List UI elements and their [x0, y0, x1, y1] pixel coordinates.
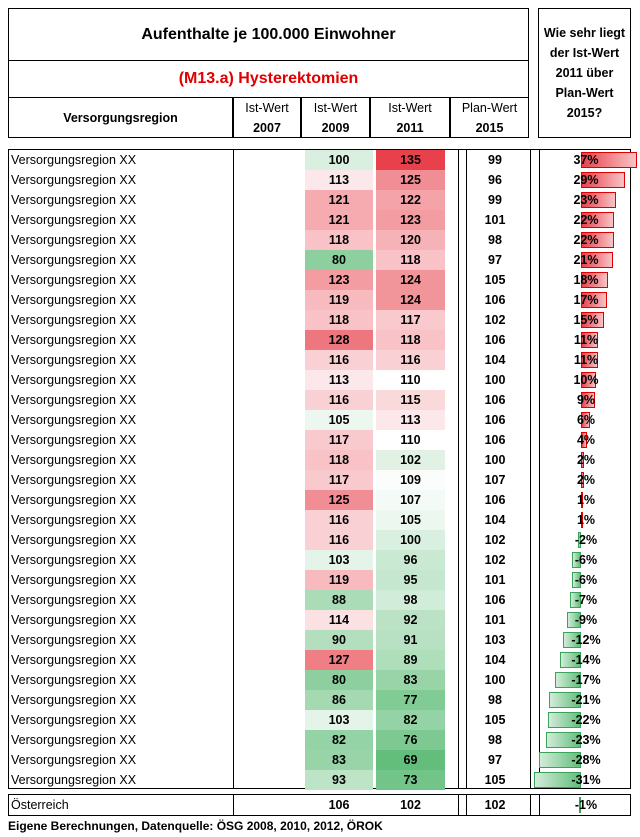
ist-2011-value: 118 [376, 330, 445, 350]
ist-2009-value: 90 [305, 630, 373, 650]
table-row [9, 430, 630, 450]
deviation-label: 22% [573, 213, 599, 227]
plan-2015-value: 97 [488, 253, 502, 267]
region-name: Österreich [11, 798, 69, 812]
plan-2015-value: 106 [484, 433, 506, 447]
region-name: Versorgungsregion XX [11, 553, 137, 567]
deviation-cell [541, 530, 631, 550]
region-name: Versorgungsregion XX [11, 593, 137, 607]
deviation-label: -6% [574, 553, 598, 567]
deviation-cell [541, 390, 631, 410]
deviation-label: 22% [573, 233, 599, 247]
table-row [9, 290, 630, 310]
plan-2015-value: 96 [488, 173, 502, 187]
deviation-label: 1% [576, 513, 596, 527]
deviation-label: 21% [573, 253, 599, 267]
ist-2011-value: 96 [376, 550, 445, 570]
plan-2015-value: 105 [484, 713, 506, 727]
plan-2015-value: 99 [488, 193, 502, 207]
ist-2009-value: 83 [305, 750, 373, 770]
plan-2015-value: 104 [484, 353, 506, 367]
deviation-label: -23% [571, 733, 601, 747]
region-name: Versorgungsregion XX [11, 673, 137, 687]
ist-2009-value: 80 [305, 250, 373, 270]
ist-2011-value: 77 [376, 690, 445, 710]
region-name: Versorgungsregion XX [11, 633, 137, 647]
ist-2009-value: 125 [305, 490, 373, 510]
table-row [9, 390, 630, 410]
column-header-ist-2007-year: 2007 [253, 120, 281, 135]
deviation-cell [541, 210, 631, 230]
table-row [9, 510, 630, 530]
deviation-cell [541, 150, 631, 170]
ist-2009-value: 82 [305, 730, 373, 750]
plan-2015-value: 102 [484, 313, 506, 327]
ist-2009-value: 116 [305, 530, 373, 550]
plan-2015-value: 106 [484, 333, 506, 347]
deviation-cell [541, 290, 631, 310]
ist-2011-value: 76 [376, 730, 445, 750]
plan-2015-value: 104 [484, 513, 506, 527]
deviation-cell [541, 230, 631, 250]
plan-2015-value: 106 [484, 393, 506, 407]
deviation-label: 15% [573, 313, 599, 327]
deviation-label: 37% [573, 153, 599, 167]
region-name: Versorgungsregion XX [11, 513, 137, 527]
plan-2015-value: 102 [484, 798, 506, 812]
plan-2015-value: 98 [488, 233, 502, 247]
deviation-cell [541, 490, 631, 510]
plan-2015-value: 105 [484, 773, 506, 787]
table-row [9, 190, 630, 210]
plan-2015-value: 105 [484, 273, 506, 287]
deviation-label: -28% [571, 753, 601, 767]
ist-2011-value: 100 [376, 530, 445, 550]
region-name: Versorgungsregion XX [11, 233, 137, 247]
column-header-ist-2011-year: 2011 [396, 120, 424, 135]
table-row [9, 630, 630, 650]
deviation-label: -9% [574, 613, 598, 627]
table-row [9, 750, 630, 770]
column-header-ist-2009-label: Ist-Wert [313, 100, 358, 115]
plan-2015-value: 101 [484, 573, 506, 587]
deviation-cell [541, 330, 631, 350]
ist-2011-value: 105 [376, 510, 445, 530]
deviation-cell [541, 650, 631, 670]
ist-2009-value: 105 [305, 410, 373, 430]
deviation-cell [541, 350, 631, 370]
deviation-label: -17% [571, 673, 601, 687]
column-header-ist-2007-label: Ist-Wert [245, 100, 289, 115]
ist-2009-value: 113 [305, 370, 373, 390]
deviation-cell [541, 550, 631, 570]
ist-2011-value: 91 [376, 630, 445, 650]
ist-2011-value: 102 [400, 798, 421, 812]
plan-2015-value: 98 [488, 733, 502, 747]
table-row [9, 610, 630, 630]
region-name: Versorgungsregion XX [11, 393, 137, 407]
table-row [9, 350, 630, 370]
table-row [9, 690, 630, 710]
region-name: Versorgungsregion XX [11, 473, 137, 487]
table-row [9, 150, 630, 170]
report-subtitle: (M13.a) Hysterektomien [8, 61, 529, 98]
deviation-cell [541, 570, 631, 590]
ist-2011-value: 109 [376, 470, 445, 490]
ist-2009-value: 93 [305, 770, 373, 790]
table-row [9, 550, 630, 570]
table-row [9, 650, 630, 670]
table-row [9, 450, 630, 470]
deviation-cell [541, 170, 631, 190]
ist-2009-value: 119 [305, 570, 373, 590]
plan-2015-value: 106 [484, 493, 506, 507]
deviation-cell [541, 430, 631, 450]
plan-2015-value: 104 [484, 653, 506, 667]
ist-2009-value: 117 [305, 430, 373, 450]
column-header-region: Versorgungsregion [8, 98, 233, 138]
ist-2009-value: 88 [305, 590, 373, 610]
deviation-cell [541, 450, 631, 470]
column-header-plan-2015-year: 2015 [475, 120, 504, 135]
deviation-label: 1% [576, 493, 596, 507]
deviation-label: -21% [571, 693, 601, 707]
table-row [9, 670, 630, 690]
region-name: Versorgungsregion XX [11, 733, 137, 747]
deviation-label: -6% [574, 573, 598, 587]
ist-2009-value: 103 [305, 550, 373, 570]
column-header-comparison: Wie sehr liegt der Ist-Wert 2011 über Plan-Wert 2015? [538, 8, 631, 138]
ist-2009-value: 119 [305, 290, 373, 310]
region-name: Versorgungsregion XX [11, 373, 137, 387]
ist-2011-value: 135 [376, 150, 445, 170]
plan-2015-value: 107 [484, 473, 506, 487]
ist-2011-value: 124 [376, 270, 445, 290]
table-row [9, 270, 630, 290]
plan-2015-value: 102 [484, 533, 506, 547]
ist-2009-value: 80 [305, 670, 373, 690]
total-row-content [9, 795, 630, 815]
ist-2009-value: 118 [305, 310, 373, 330]
table-row [9, 170, 630, 190]
ist-2011-value: 117 [376, 310, 445, 330]
ist-2011-value: 92 [376, 610, 445, 630]
plan-2015-value: 101 [484, 213, 506, 227]
deviation-cell [541, 610, 631, 630]
table-row [9, 490, 630, 510]
deviation-label: -12% [571, 633, 601, 647]
region-name: Versorgungsregion XX [11, 333, 137, 347]
ist-2011-value: 82 [376, 710, 445, 730]
deviation-label: 17% [573, 293, 599, 307]
plan-2015-value: 103 [484, 633, 506, 647]
plan-2015-value: 99 [488, 153, 502, 167]
report-title: Aufenthalte je 100.000 Einwohner [8, 8, 529, 61]
ist-2011-value: 73 [376, 770, 445, 790]
total-row [8, 794, 631, 816]
plan-2015-value: 101 [484, 613, 506, 627]
deviation-label: -31% [571, 773, 601, 787]
ist-2011-value: 83 [376, 670, 445, 690]
region-name: Versorgungsregion XX [11, 153, 137, 167]
region-name: Versorgungsregion XX [11, 273, 137, 287]
table-row [9, 330, 630, 350]
region-name: Versorgungsregion XX [11, 533, 137, 547]
column-header-ist-2009-year: 2009 [321, 120, 350, 135]
deviation-label: 4% [576, 433, 596, 447]
ist-2009-value: 100 [305, 150, 373, 170]
table-row [9, 210, 630, 230]
region-name: Versorgungsregion XX [11, 253, 137, 267]
ist-2009-value: 116 [305, 510, 373, 530]
plan-2015-value: 100 [484, 373, 506, 387]
plan-2015-value: 97 [488, 753, 502, 767]
ist-2009-value: 86 [305, 690, 373, 710]
column-header-plan-2015-label: Plan-Wert [461, 100, 518, 115]
table-row [9, 530, 630, 550]
ist-2009-value: 127 [305, 650, 373, 670]
data-table [8, 149, 631, 789]
deviation-cell [541, 370, 631, 390]
deviation-label: 29% [573, 173, 599, 187]
ist-2009-value: 121 [305, 190, 373, 210]
deviation-cell [541, 630, 631, 650]
ist-2009-value: 103 [305, 710, 373, 730]
ist-2009-value: 116 [305, 350, 373, 370]
region-name: Versorgungsregion XX [11, 453, 137, 467]
deviation-label: -2% [574, 533, 598, 547]
table-row [9, 370, 630, 390]
deviation-cell [541, 710, 631, 730]
region-name: Versorgungsregion XX [11, 413, 137, 427]
ist-2011-value: 113 [376, 410, 445, 430]
ist-2011-value: 102 [376, 450, 445, 470]
ist-2011-value: 110 [376, 370, 445, 390]
table-row [9, 710, 630, 730]
deviation-cell [541, 795, 631, 815]
plan-2015-value: 106 [484, 593, 506, 607]
column-header-ist-2011 [370, 98, 450, 138]
ist-2009-value: 114 [305, 610, 373, 630]
deviation-label: 2% [576, 473, 596, 487]
ist-2011-value: 116 [376, 350, 445, 370]
deviation-cell [541, 310, 631, 330]
column-header-ist-2011-label: Ist-Wert [388, 100, 432, 115]
deviation-cell [541, 770, 631, 790]
ist-2009-value: 113 [305, 170, 373, 190]
deviation-cell [541, 750, 631, 770]
plan-2015-value: 102 [484, 553, 506, 567]
deviation-cell [541, 190, 631, 210]
ist-2009-value: 106 [328, 798, 350, 812]
table-row [9, 410, 630, 430]
table-row [9, 570, 630, 590]
ist-2011-value: 110 [376, 430, 445, 450]
plan-2015-value: 106 [484, 413, 506, 427]
region-name: Versorgungsregion XX [11, 313, 137, 327]
table-row [9, 770, 630, 790]
ist-2011-value: 118 [376, 250, 445, 270]
deviation-label: 9% [576, 393, 596, 407]
deviation-label: 23% [573, 193, 599, 207]
table-row [9, 730, 630, 750]
table-row [9, 250, 630, 270]
ist-2009-value: 123 [305, 270, 373, 290]
deviation-label: 10% [573, 373, 599, 387]
deviation-cell [541, 250, 631, 270]
deviation-label: 6% [576, 413, 596, 427]
deviation-label: 11% [573, 333, 599, 347]
ist-2011-value: 107 [376, 490, 445, 510]
deviation-cell [541, 510, 631, 530]
region-name: Versorgungsregion XX [11, 353, 137, 367]
ist-2011-value: 89 [376, 650, 445, 670]
region-name: Versorgungsregion XX [11, 293, 137, 307]
ist-2011-value: 95 [376, 570, 445, 590]
ist-2009-value: 118 [305, 450, 373, 470]
deviation-cell [541, 730, 631, 750]
ist-2009-value: 121 [305, 210, 373, 230]
region-name: Versorgungsregion XX [11, 493, 137, 507]
region-name: Versorgungsregion XX [11, 753, 137, 767]
ist-2009-value: 128 [305, 330, 373, 350]
ist-2011-value: 125 [376, 170, 445, 190]
deviation-cell [541, 410, 631, 430]
ist-2011-value: 115 [376, 390, 445, 410]
ist-2009-value: 117 [305, 470, 373, 490]
deviation-cell [541, 670, 631, 690]
ist-2011-value: 69 [376, 750, 445, 770]
deviation-label: 2% [576, 453, 596, 467]
region-name: Versorgungsregion XX [11, 693, 137, 707]
plan-2015-value: 98 [488, 693, 502, 707]
deviation-cell [541, 270, 631, 290]
table-row [9, 310, 630, 330]
ist-2009-value: 116 [305, 390, 373, 410]
deviation-label: 11% [573, 353, 599, 367]
table-row [9, 590, 630, 610]
region-name: Versorgungsregion XX [11, 213, 137, 227]
deviation-label: -1% [574, 798, 598, 812]
deviation-cell [541, 470, 631, 490]
deviation-label: -14% [571, 653, 601, 667]
ist-2011-value: 122 [376, 190, 445, 210]
region-name: Versorgungsregion XX [11, 713, 137, 727]
region-name: Versorgungsregion XX [11, 433, 137, 447]
deviation-label: 18% [573, 273, 599, 287]
deviation-cell [541, 590, 631, 610]
region-name: Versorgungsregion XX [11, 173, 137, 187]
ist-2009-value: 118 [305, 230, 373, 250]
region-name: Versorgungsregion XX [11, 613, 137, 627]
table-row [9, 470, 630, 490]
region-name: Versorgungsregion XX [11, 773, 137, 787]
plan-2015-value: 106 [484, 293, 506, 307]
column-header-ist-2009 [301, 98, 370, 138]
source-note: Eigene Berechnungen, Datenquelle: ÖSG 2008, 2010, 2012, ÖROK [8, 819, 383, 833]
region-name: Versorgungsregion XX [11, 193, 137, 207]
region-name: Versorgungsregion XX [11, 573, 137, 587]
ist-2011-value: 124 [376, 290, 445, 310]
deviation-cell [541, 690, 631, 710]
ist-2011-value: 123 [376, 210, 445, 230]
deviation-label: -7% [574, 593, 598, 607]
region-name: Versorgungsregion XX [11, 653, 137, 667]
column-header-plan-2015 [450, 98, 529, 138]
deviation-label: -22% [571, 713, 601, 727]
ist-2011-value: 98 [376, 590, 445, 610]
plan-2015-value: 100 [484, 453, 506, 467]
ist-2011-value: 120 [376, 230, 445, 250]
plan-2015-value: 100 [484, 673, 506, 687]
column-header-ist-2007 [233, 98, 301, 138]
table-row [9, 230, 630, 250]
